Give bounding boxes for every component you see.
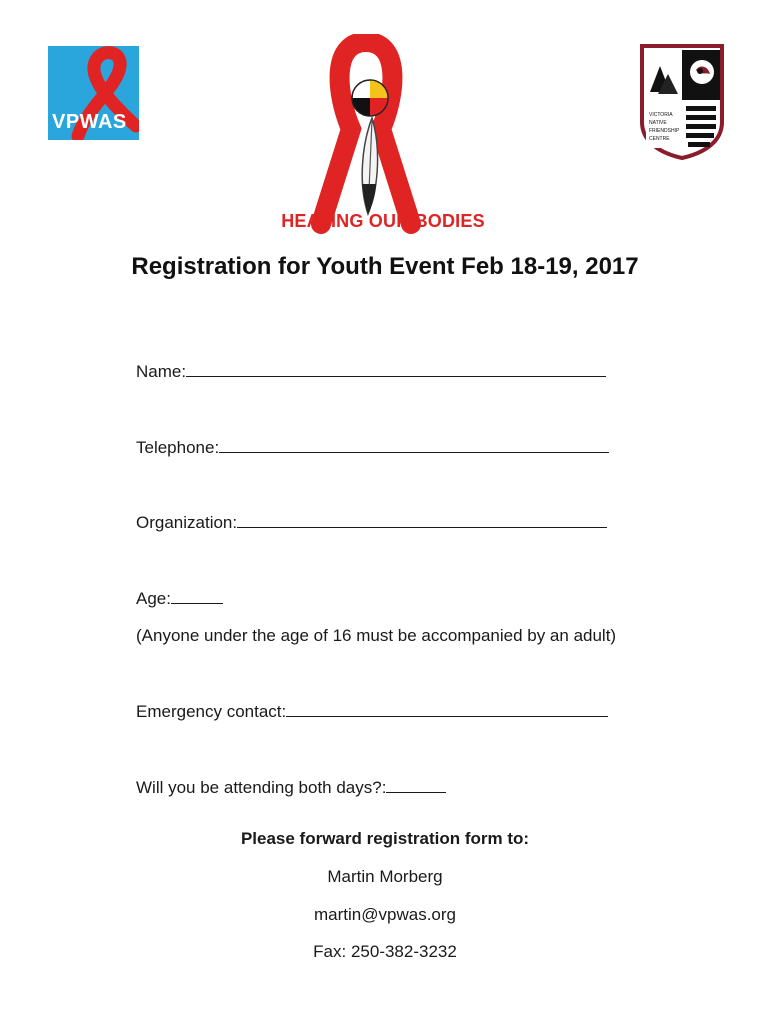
friendship-centre-crest: [640, 44, 724, 160]
contact-person: Martin Morberg: [327, 867, 443, 886]
telephone-input-line[interactable]: [219, 438, 609, 453]
name-label: Name:: [136, 362, 187, 381]
telephone-label: Telephone:: [136, 438, 220, 457]
organization-field[interactable]: [136, 513, 607, 533]
healing-our-bodies-caption: HEALING OUR BODIES: [281, 211, 485, 231]
red-ribbon-feather-icon: [306, 34, 426, 234]
crest-text-friendship: FRIENDSHIP: [649, 128, 680, 134]
attending-input-line[interactable]: [386, 778, 446, 793]
forward-heading: Please forward registration form to:: [240, 829, 530, 848]
emergency-contact-input-line[interactable]: [286, 702, 608, 717]
telephone-field[interactable]: [136, 438, 609, 458]
attending-label: Will you be attending both days?:: [136, 778, 387, 797]
organization-label: Organization:: [136, 513, 238, 532]
organization-input-line[interactable]: [237, 513, 607, 528]
page-title: Registration for Youth Event Feb 18-19, 2017: [131, 253, 639, 280]
vpwas-logo: [48, 46, 139, 140]
crest-text-native: NATIVE: [649, 120, 667, 126]
contact-email[interactable]: martin@vpwas.org: [314, 905, 456, 924]
age-note: (Anyone under the age of 16 must be accompanied by an adult): [136, 626, 617, 645]
age-label: Age:: [136, 589, 171, 608]
name-input-line[interactable]: [186, 362, 606, 377]
emergency-contact-field[interactable]: [136, 702, 608, 722]
vpwas-logo-text: VPWAS: [52, 111, 127, 133]
name-field[interactable]: [136, 362, 606, 382]
age-field[interactable]: [136, 589, 223, 609]
contact-fax: Fax: 250-382-3232: [313, 942, 457, 961]
crest-text-centre: CENTRE: [649, 136, 670, 142]
age-input-line[interactable]: [171, 589, 223, 604]
attending-field[interactable]: [136, 778, 446, 798]
emergency-contact-label: Emergency contact:: [136, 702, 287, 721]
crest-text-victoria: VICTORIA: [649, 112, 673, 118]
